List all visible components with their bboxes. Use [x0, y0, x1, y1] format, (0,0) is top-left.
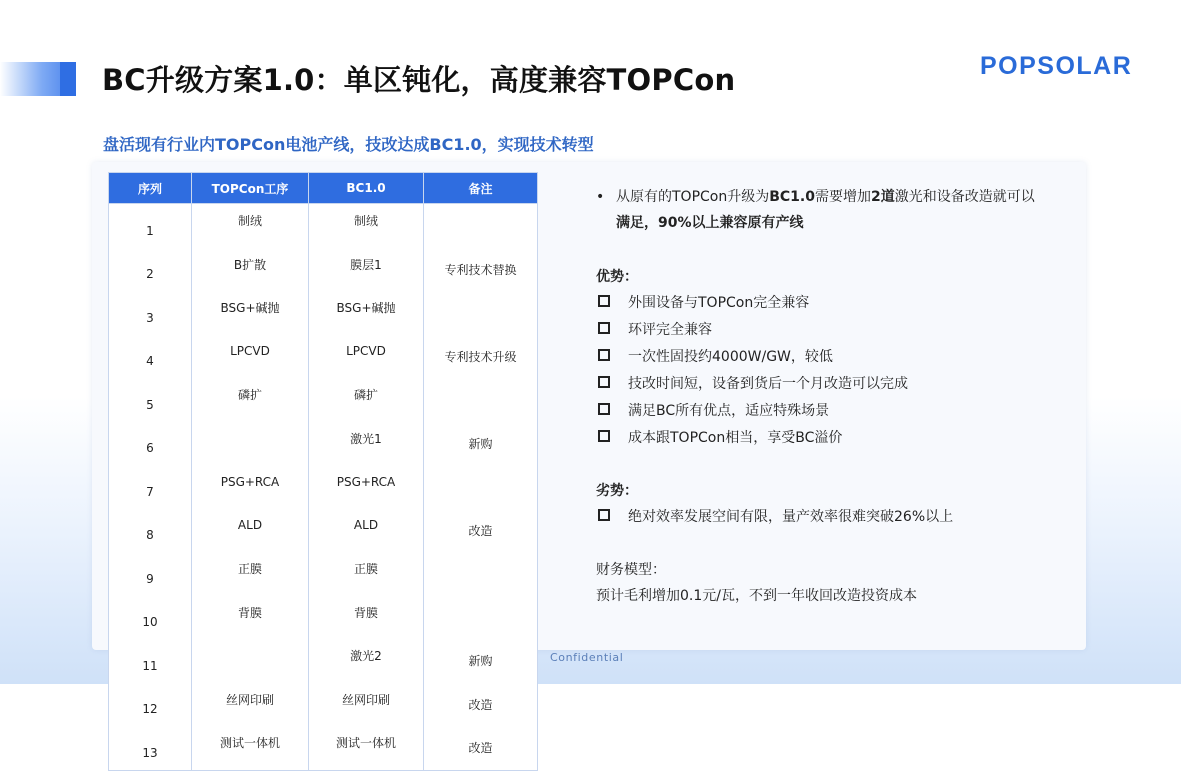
- bc-step: 丝网印刷: [309, 683, 424, 727]
- advantages-heading: 优势：: [596, 269, 638, 285]
- topcon-step: LPCVD: [192, 335, 309, 379]
- remark: [424, 552, 538, 596]
- bc-step: 制绒: [309, 204, 424, 248]
- topcon-step: BSG+碱抛: [192, 291, 309, 335]
- finance-text: 预计毛利增加0.1元/瓦，不到一年收回改造投资成本: [596, 588, 917, 604]
- advantage-text: 成本跟TOPCon相当，享受BC溢价: [628, 430, 843, 446]
- table-row: [109, 422, 538, 466]
- row-number: 3: [109, 291, 192, 335]
- topcon-step: 测试一体机: [192, 726, 309, 770]
- remark: 新购: [424, 639, 538, 683]
- summary-bullet: [596, 184, 1066, 236]
- bc-step: LPCVD: [309, 335, 424, 379]
- bc-step: 激光1: [309, 422, 424, 466]
- row-number: 2: [109, 248, 192, 292]
- header-remarks: 备注: [424, 173, 538, 204]
- table-row: [109, 726, 538, 770]
- row-number: 13: [109, 726, 192, 770]
- advantage-item: [598, 431, 842, 445]
- header-sequence: 序列: [109, 173, 192, 204]
- advantage-text: 满足BC所有优点，适应特殊场景: [628, 403, 830, 419]
- advantage-item: [598, 296, 809, 310]
- advantage-text: 外围设备与TOPCon完全兼容: [628, 295, 810, 311]
- advantage-text: 一次性固投约4000W/GW，较低: [628, 349, 833, 365]
- title-decoration-block: [60, 62, 76, 96]
- topcon-step: 磷扩: [192, 378, 309, 422]
- disadvantage-item: [598, 510, 953, 524]
- table-row: [109, 378, 538, 422]
- square-bullet-icon: [598, 376, 610, 388]
- remark: [424, 378, 538, 422]
- square-bullet-icon: [598, 509, 610, 521]
- row-number: 11: [109, 639, 192, 683]
- bc-step: 正膜: [309, 552, 424, 596]
- table-row: [109, 335, 538, 379]
- remark: [424, 204, 538, 248]
- finance-heading: 财务模型：: [596, 562, 666, 578]
- remark: 专利技术升级: [424, 335, 538, 379]
- topcon-step: PSG+RCA: [192, 465, 309, 509]
- remark: 改造: [424, 726, 538, 770]
- summary-text-d: 2道: [870, 189, 895, 205]
- topcon-step: ALD: [192, 509, 309, 553]
- advantage-item: [598, 404, 829, 418]
- remark: [424, 465, 538, 509]
- bc-step: PSG+RCA: [309, 465, 424, 509]
- table-row: [109, 596, 538, 640]
- bc-step: 磷扩: [309, 378, 424, 422]
- summary-line-1: [616, 184, 1066, 210]
- table-row: [109, 509, 538, 553]
- table-row: [109, 291, 538, 335]
- remark: [424, 291, 538, 335]
- disadvantages-heading: 劣势：: [596, 483, 638, 499]
- process-table: [108, 172, 538, 771]
- topcon-step: [192, 639, 309, 683]
- row-number: 8: [109, 509, 192, 553]
- bullet-dot-icon: •: [596, 189, 605, 205]
- table-row: [109, 465, 538, 509]
- remark: 新购: [424, 422, 538, 466]
- topcon-step: B扩散: [192, 248, 309, 292]
- row-number: 6: [109, 422, 192, 466]
- bc-step: ALD: [309, 509, 424, 553]
- confidential-label: Confidential: [550, 651, 624, 664]
- header-bc10: BC1.0: [309, 173, 424, 204]
- square-bullet-icon: [598, 430, 610, 442]
- row-number: 10: [109, 596, 192, 640]
- remark: 改造: [424, 683, 538, 727]
- topcon-step: 制绒: [192, 204, 309, 248]
- remark: 专利技术替换: [424, 248, 538, 292]
- bc-step: BSG+碱抛: [309, 291, 424, 335]
- topcon-step: 正膜: [192, 552, 309, 596]
- topcon-step: [192, 422, 309, 466]
- advantage-text: 环评完全兼容: [628, 322, 712, 338]
- table-row: [109, 639, 538, 683]
- square-bullet-icon: [598, 295, 610, 307]
- row-number: 12: [109, 683, 192, 727]
- header-topcon-process: TOPCon工序: [192, 173, 309, 204]
- table-row: [109, 204, 538, 248]
- square-bullet-icon: [598, 349, 610, 361]
- summary-line-2: 满足，90%以上兼容原有产线: [616, 215, 804, 231]
- remark: 改造: [424, 509, 538, 553]
- advantage-item: [598, 350, 833, 364]
- square-bullet-icon: [598, 403, 610, 415]
- summary-text-a: 从原有的TOPCon升级为: [616, 189, 770, 205]
- page-subtitle: 盘活现有行业内TOPCon电池产线，技改达成BC1.0，实现技术转型: [103, 135, 594, 154]
- table-header-row: [109, 173, 538, 204]
- bc-step: 激光2: [309, 639, 424, 683]
- advantage-item: [598, 377, 908, 391]
- brand-logo: POPSOLAR: [980, 52, 1133, 80]
- disadvantage-text: 绝对效率发展空间有限，量产效率很难突破26%以上: [628, 509, 954, 525]
- remark: [424, 596, 538, 640]
- row-number: 5: [109, 378, 192, 422]
- advantage-text: 技改时间短，设备到货后一个月改造可以完成: [628, 376, 908, 392]
- summary-text-b: BC1.0: [769, 189, 815, 205]
- table-row: [109, 552, 538, 596]
- row-number: 4: [109, 335, 192, 379]
- table-row: [109, 683, 538, 727]
- row-number: 7: [109, 465, 192, 509]
- square-bullet-icon: [598, 322, 610, 334]
- topcon-step: 丝网印刷: [192, 683, 309, 727]
- bc-step: 背膜: [309, 596, 424, 640]
- bc-step: 测试一体机: [309, 726, 424, 770]
- table-row: [109, 248, 538, 292]
- topcon-step: 背膜: [192, 596, 309, 640]
- summary-text-c: 需要增加: [814, 189, 871, 205]
- summary-text-e: 激光和设备改造就可以: [894, 189, 1035, 205]
- page-title: BC升级方案1.0：单区钝化，高度兼容TOPCon: [102, 63, 736, 97]
- advantage-item: [598, 323, 712, 337]
- row-number: 1: [109, 204, 192, 248]
- row-number: 9: [109, 552, 192, 596]
- bc-step: 膜层1: [309, 248, 424, 292]
